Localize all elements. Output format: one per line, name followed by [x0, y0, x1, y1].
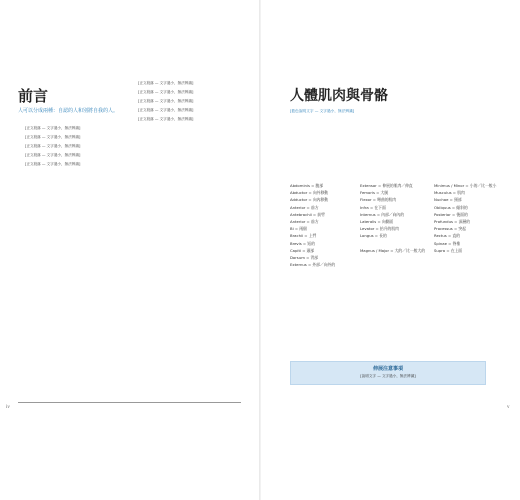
glossary-entry: Abdominis = 腹部: [290, 183, 324, 188]
text-column-1: [18, 125, 126, 170]
text-column-2: [131, 80, 241, 125]
glossary-entry: Antebrachii = 前臂: [290, 211, 325, 217]
page-title: 前言: [18, 87, 49, 105]
glossary-column-3: [434, 182, 500, 254]
glossary-entry: Anterior = 前方: [290, 204, 319, 210]
paragraph: [正文段落 — 文字過小，無法辨識]: [138, 98, 194, 103]
glossary-entry: Obliquus = 傾斜的: [434, 204, 468, 210]
paragraph: [正文段落 — 文字過小，無法辨識]: [25, 152, 81, 157]
paragraph: [正文段落 — 文字過小，無法辨識]: [25, 143, 81, 148]
paragraph: [正文段落 — 文字過小，無法辨識]: [138, 116, 194, 121]
glossary-entry: Posterior = 後面的: [434, 211, 468, 217]
glossary-entry: Levator = 抬升的肌肉: [360, 226, 399, 232]
glossary-column-1: [290, 182, 356, 268]
right-page: [261, 0, 520, 500]
glossary-entry: Dorsum = 背部: [290, 255, 319, 261]
glossary-entry: [360, 240, 430, 247]
glossary-entry: Flexor = 彎曲的肌肉: [360, 197, 397, 203]
notice-title: 伸展注意事項: [372, 366, 403, 372]
glossary-entry: Profundus = 深層的: [434, 219, 470, 225]
paragraph: [正文段落 — 文字過小，無法辨識]: [25, 126, 81, 130]
bottom-rule: [18, 402, 241, 403]
glossary-entry: Abductor = 向外移動: [290, 190, 329, 196]
paragraph: [正文段落 — 文字過小，無法辨識]: [25, 134, 81, 139]
glossary-entry: Musculus = 肌肉: [434, 190, 465, 196]
left-page: [0, 0, 259, 500]
glossary-entry: Adductor = 向內移動: [290, 197, 328, 203]
glossary-entry: Capiti = 頭部: [290, 247, 315, 253]
page-number: iv: [6, 405, 10, 410]
glossary-entry: Brevis = 短的: [290, 240, 315, 246]
glossary-entry: Supra = 在上面: [434, 247, 463, 253]
paragraph: [正文段落 — 文字過小，無法辨識]: [138, 81, 194, 85]
intro-text: [藍色說明文字 — 文字過小，無法辨識]: [290, 109, 355, 113]
glossary-entry: Femoris = 大腿: [360, 190, 389, 196]
paragraph: [正文段落 — 文字過小，無法辨識]: [25, 161, 81, 166]
stretch-notice-box: [290, 361, 486, 385]
glossary-entry: Spinae = 脊椎: [434, 240, 461, 246]
page-subtitle: 人可以分成兩種：自認的人和別將自我的人。: [18, 108, 119, 114]
glossary-entry: Brachii = 上臂: [290, 233, 317, 239]
glossary-entry: Infra = 在下面: [360, 204, 386, 210]
glossary-entry: Internus = 內部／向內的: [360, 211, 405, 217]
glossary-entry: Magnus / Major = 大的／比一般大的: [360, 247, 426, 253]
term-glossary: [290, 182, 500, 292]
page-title: 人體肌肉與骨骼: [290, 88, 388, 104]
glossary-entry: Rectus = 直的: [434, 233, 460, 239]
glossary-entry: Bi = 兩個: [290, 226, 307, 232]
glossary-entry: Anterior = 前方: [290, 219, 319, 225]
glossary-entry: Extensor = 伸展的肌肉／伸直: [360, 183, 413, 188]
paragraph: [正文段落 — 文字過小，無法辨識]: [138, 89, 194, 94]
glossary-entry: Externus = 外部／向外的: [290, 262, 336, 268]
paragraph: [正文段落 — 文字過小，無法辨識]: [138, 107, 194, 112]
page-number: v: [507, 405, 510, 410]
notice-body: [說明文字 — 文字過小，無法辨識]: [360, 374, 416, 378]
glossary-entry: Lateralis = 向側面: [360, 219, 394, 225]
glossary-entry: Nuchae = 頸部: [434, 197, 462, 203]
glossary-entry: Processus = 突起: [434, 226, 466, 232]
glossary-entry: Minimus / Minor = 小的／比一般小: [434, 183, 497, 188]
glossary-column-2: [360, 182, 430, 254]
glossary-entry: Longus = 長的: [360, 233, 387, 239]
